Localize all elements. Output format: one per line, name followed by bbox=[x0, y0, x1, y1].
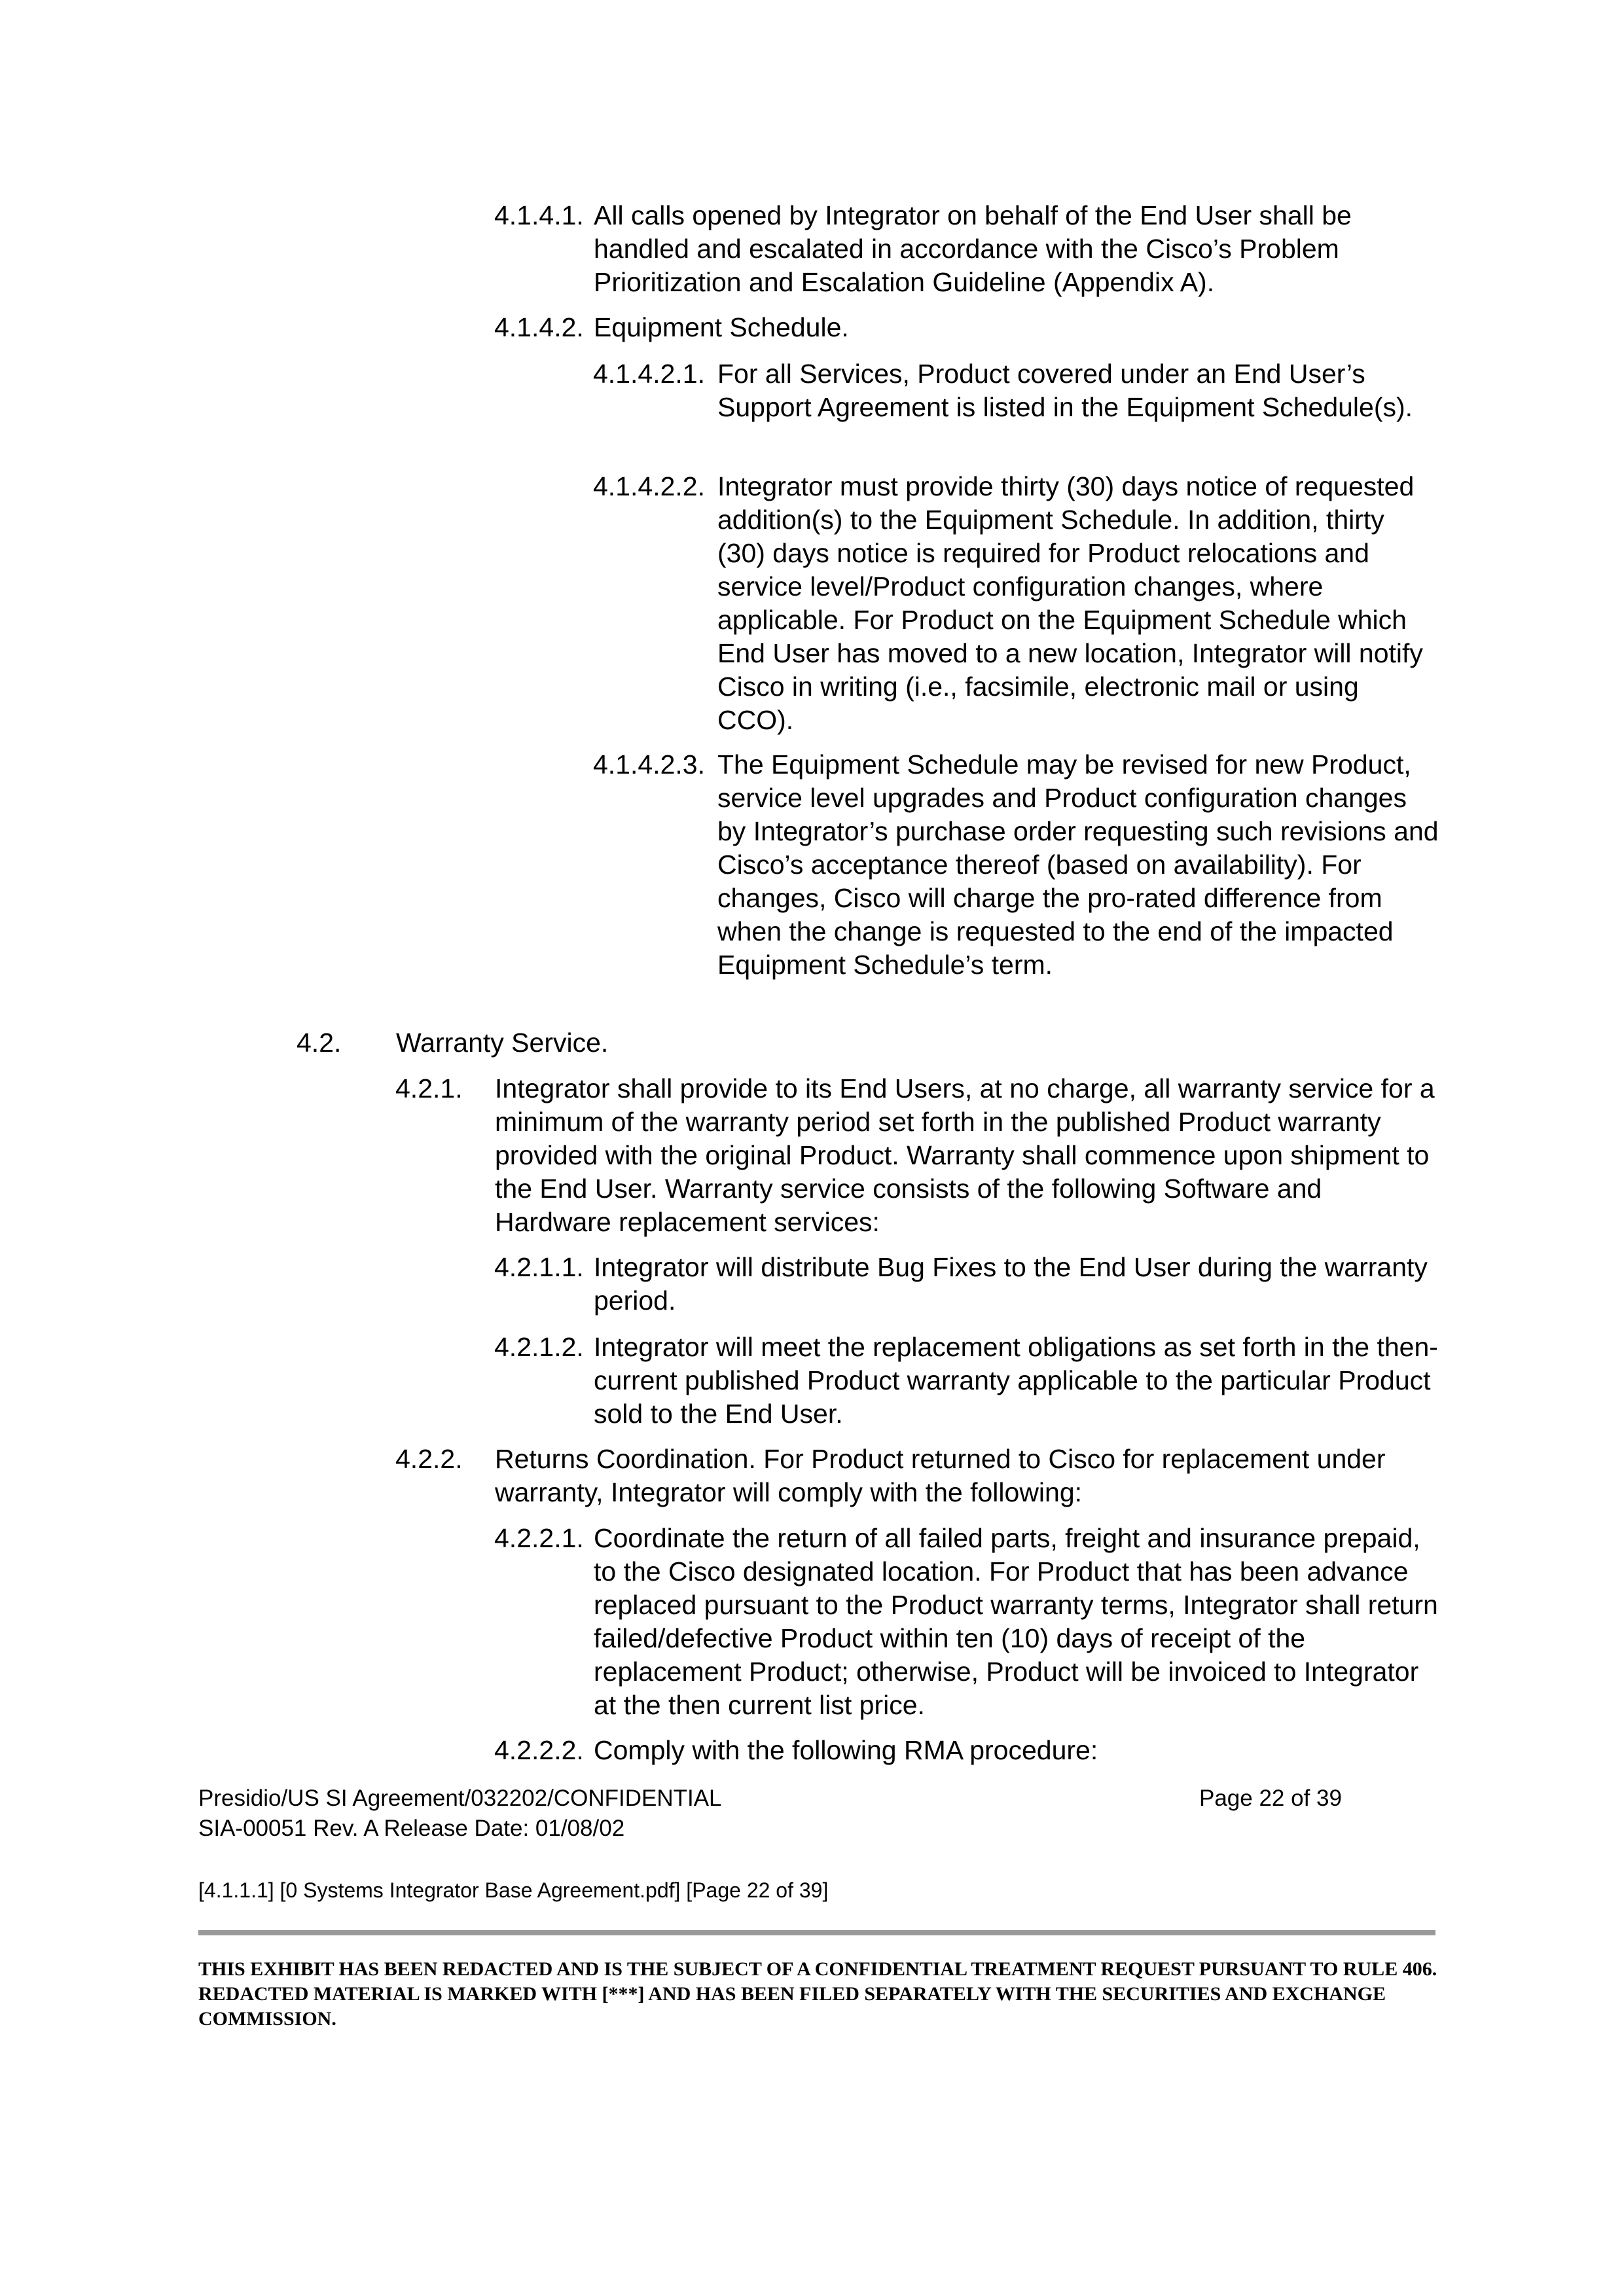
clause-number: 4.1.4.1. bbox=[494, 200, 584, 230]
clause-4-1-4-1 bbox=[494, 199, 1443, 299]
clause-number: 4.2.2.2. bbox=[494, 1735, 584, 1765]
clause-number: 4.1.4.2.3. bbox=[593, 749, 705, 780]
footer-release-line: SIA-00051 Rev. A Release Date: 01/08/02 bbox=[198, 1816, 625, 1841]
clause-number: 4.1.4.2.1. bbox=[593, 359, 705, 389]
clause-number: 4.2.1.2. bbox=[494, 1332, 584, 1362]
clause-4-2-1-2 bbox=[494, 1331, 1443, 1431]
clause-text: Integrator will meet the replacement obligations as set forth in the then-current published Product warranty applicable to the particular Product sold to the End User. bbox=[594, 1332, 1438, 1429]
clause-text: Coordinate the return of all failed parts, freight and insurance prepaid, to the Cisco designated location. For Product that has been advance replaced pursuant to the Product warranty terms, Integrator shall return failed/defective Product within ten (10) days of receipt of the replacement Product; otherwise, Product will be invoiced to Integrator at the then current list price. bbox=[594, 1523, 1438, 1720]
source-reference: [4.1.1.1] [0 Systems Integrator Base Agreement.pdf] [Page 22 of 39] bbox=[198, 1878, 829, 1902]
clause-number: 4.2.1.1. bbox=[494, 1252, 584, 1282]
redaction-notice: THIS EXHIBIT HAS BEEN REDACTED AND IS THE SUBJECT OF A CONFIDENTIAL TREATMENT REQUEST PURSUANT TO RULE 406. REDACTED MATERIAL IS MARKED WITH [***] AND HAS BEEN FILED SEPARATELY WITH THE SECURITIES AND EXCHANGE COMMISSION. bbox=[198, 1958, 1437, 2030]
clause-text: Returns Coordination. For Product returned to Cisco for replacement under warranty, Integrator will comply with the following: bbox=[495, 1444, 1386, 1507]
clause-4-1-4-2-2 bbox=[593, 470, 1428, 737]
clause-4-2-1 bbox=[395, 1072, 1443, 1239]
clause-number: 4.1.4.2.2. bbox=[593, 471, 705, 501]
clause-text: Integrator shall provide to its End Users, at no charge, all warranty service for a minimum of the warranty period set forth in the published Product warranty provided with the original Product. Warranty shall commence upon shipment to the End User. Warranty service consists of the following Software and Hardware replacement services: bbox=[495, 1073, 1435, 1237]
clause-number: 4.1.4.2. bbox=[494, 312, 584, 342]
clause-text: Warranty Service. bbox=[396, 1028, 609, 1058]
footer-agreement-line: Presidio/US SI Agreement/032202/CONFIDENTIAL bbox=[198, 1785, 722, 1811]
clause-4-1-4-2-3 bbox=[593, 748, 1441, 982]
clause-4-2-2 bbox=[395, 1443, 1443, 1509]
separator-rule bbox=[198, 1930, 1435, 1935]
clause-4-2-1-1 bbox=[494, 1251, 1443, 1318]
clause-number: 4.2.2.1. bbox=[494, 1523, 584, 1553]
clause-text: The Equipment Schedule may be revised for new Product, service level upgrades and Product configuration changes by Integrator’s purchase order requesting such revisions and Cisco’s acceptance thereof (based on availability). For changes, Cisco will charge the pro-rated difference from when the change is requested to the end of the impacted Equipment Schedule’s term. bbox=[717, 749, 1439, 980]
clause-4-1-4-2 bbox=[494, 311, 1443, 344]
clause-number: 4.2.2. bbox=[395, 1444, 463, 1474]
clause-4-2-2-1 bbox=[494, 1522, 1443, 1722]
clause-text: Comply with the following RMA procedure: bbox=[594, 1735, 1098, 1765]
clause-text: Integrator will distribute Bug Fixes to the End User during the warranty period. bbox=[594, 1252, 1428, 1316]
clause-number: 4.2.1. bbox=[395, 1073, 463, 1103]
clause-4-2-2-2 bbox=[494, 1734, 1443, 1767]
clause-text: Integrator must provide thirty (30) days notice of requested addition(s) to the Equipment Schedule. In addition, thirty (30) days notice is required for Product relocations and service level/Product configuration changes, where applicable. For Product on the Equipment Schedule which End User has moved to a new location, Integrator will notify Cisco in writing (i.e., facsimile, electronic mail or using CCO). bbox=[717, 471, 1423, 735]
clause-4-2 bbox=[297, 1026, 1409, 1060]
clause-number: 4.2. bbox=[297, 1028, 342, 1058]
page-number: Page 22 of 39 bbox=[1199, 1785, 1342, 1811]
clause-text: Equipment Schedule. bbox=[594, 312, 849, 342]
clause-text: For all Services, Product covered under an End User’s Support Agreement is listed in the Equipment Schedule(s). bbox=[717, 359, 1413, 422]
clause-4-1-4-2-1 bbox=[593, 357, 1428, 424]
clause-text: All calls opened by Integrator on behalf of the End User shall be handled and escalated in accordance with the Cisco’s Problem Prioritization and Escalation Guideline (Appendix A). bbox=[594, 200, 1352, 297]
